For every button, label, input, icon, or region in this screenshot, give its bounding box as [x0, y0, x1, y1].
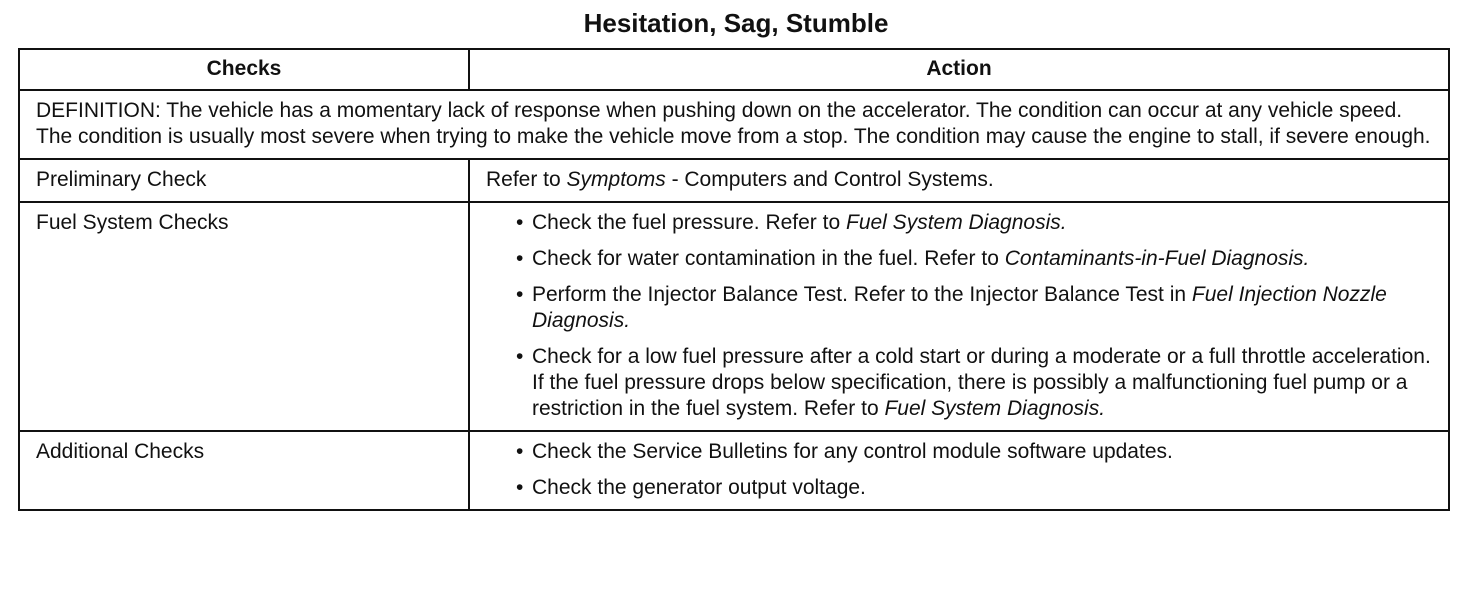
table-row	[19, 159, 1449, 202]
header-row	[19, 49, 1449, 90]
item-reference: Fuel Injection Nozzle Diagnosis.	[532, 283, 1387, 332]
header-checks: Checks	[19, 49, 469, 90]
item-text: Check the Service Bulletins for any control module software updates.	[532, 440, 1173, 463]
list-item	[516, 210, 1432, 236]
action-suffix: - Computers and Control Systems.	[665, 168, 994, 191]
action-prefix: Refer to	[486, 168, 567, 191]
action-list	[486, 210, 1432, 422]
item-text: Check the fuel pressure. Refer to	[532, 211, 846, 234]
bullet-icon: •	[516, 247, 524, 270]
item-text: Check the generator output voltage.	[532, 476, 866, 499]
action-list	[486, 439, 1432, 501]
action-cell	[469, 159, 1449, 202]
check-label: Preliminary Check	[19, 159, 469, 202]
diagnostic-table	[18, 48, 1450, 511]
bullet-icon: •	[516, 345, 524, 368]
item-reference: Fuel System Diagnosis.	[846, 211, 1067, 234]
definition-text: DEFINITION: The vehicle has a momentary lack of response when pushing down on the accelerator. The condition can occur at any vehicle speed. The condition is usually most severe when trying to make the vehicle move from a stop. The condition may cause the engine to stall, if severe enough.	[19, 90, 1449, 159]
bullet-icon: •	[516, 476, 524, 499]
table-row	[19, 202, 1449, 431]
definition-row	[19, 90, 1449, 159]
bullet-icon: •	[516, 440, 524, 463]
table-row	[19, 431, 1449, 510]
list-item	[516, 475, 1432, 501]
item-text: Check for water contamination in the fuel. Refer to	[532, 247, 1005, 270]
action-reference: Symptoms	[566, 168, 666, 191]
list-item	[516, 282, 1432, 334]
check-label: Fuel System Checks	[19, 202, 469, 431]
list-item	[516, 439, 1432, 465]
item-reference: Contaminants-in-Fuel Diagnosis.	[1004, 247, 1310, 270]
item-text: Check for a low fuel pressure after a cold start or during a moderate or a full throttle acceleration. If the fuel pressure drops below specification, there is possibly a malfunctioning fuel pump or a restriction in the fuel system. Refer to	[532, 345, 1431, 420]
check-label: Additional Checks	[19, 431, 469, 510]
item-reference: Fuel System Diagnosis.	[884, 397, 1106, 420]
bullet-icon: •	[516, 211, 524, 234]
action-cell	[469, 431, 1449, 510]
list-item	[516, 344, 1432, 422]
page-title: Hesitation, Sag, Stumble	[583, 8, 889, 38]
item-text: Perform the Injector Balance Test. Refer to the Injector Balance Test in	[532, 283, 1192, 306]
list-item	[516, 246, 1432, 272]
bullet-icon: •	[516, 283, 524, 306]
action-cell	[469, 202, 1449, 431]
header-action: Action	[469, 49, 1449, 90]
